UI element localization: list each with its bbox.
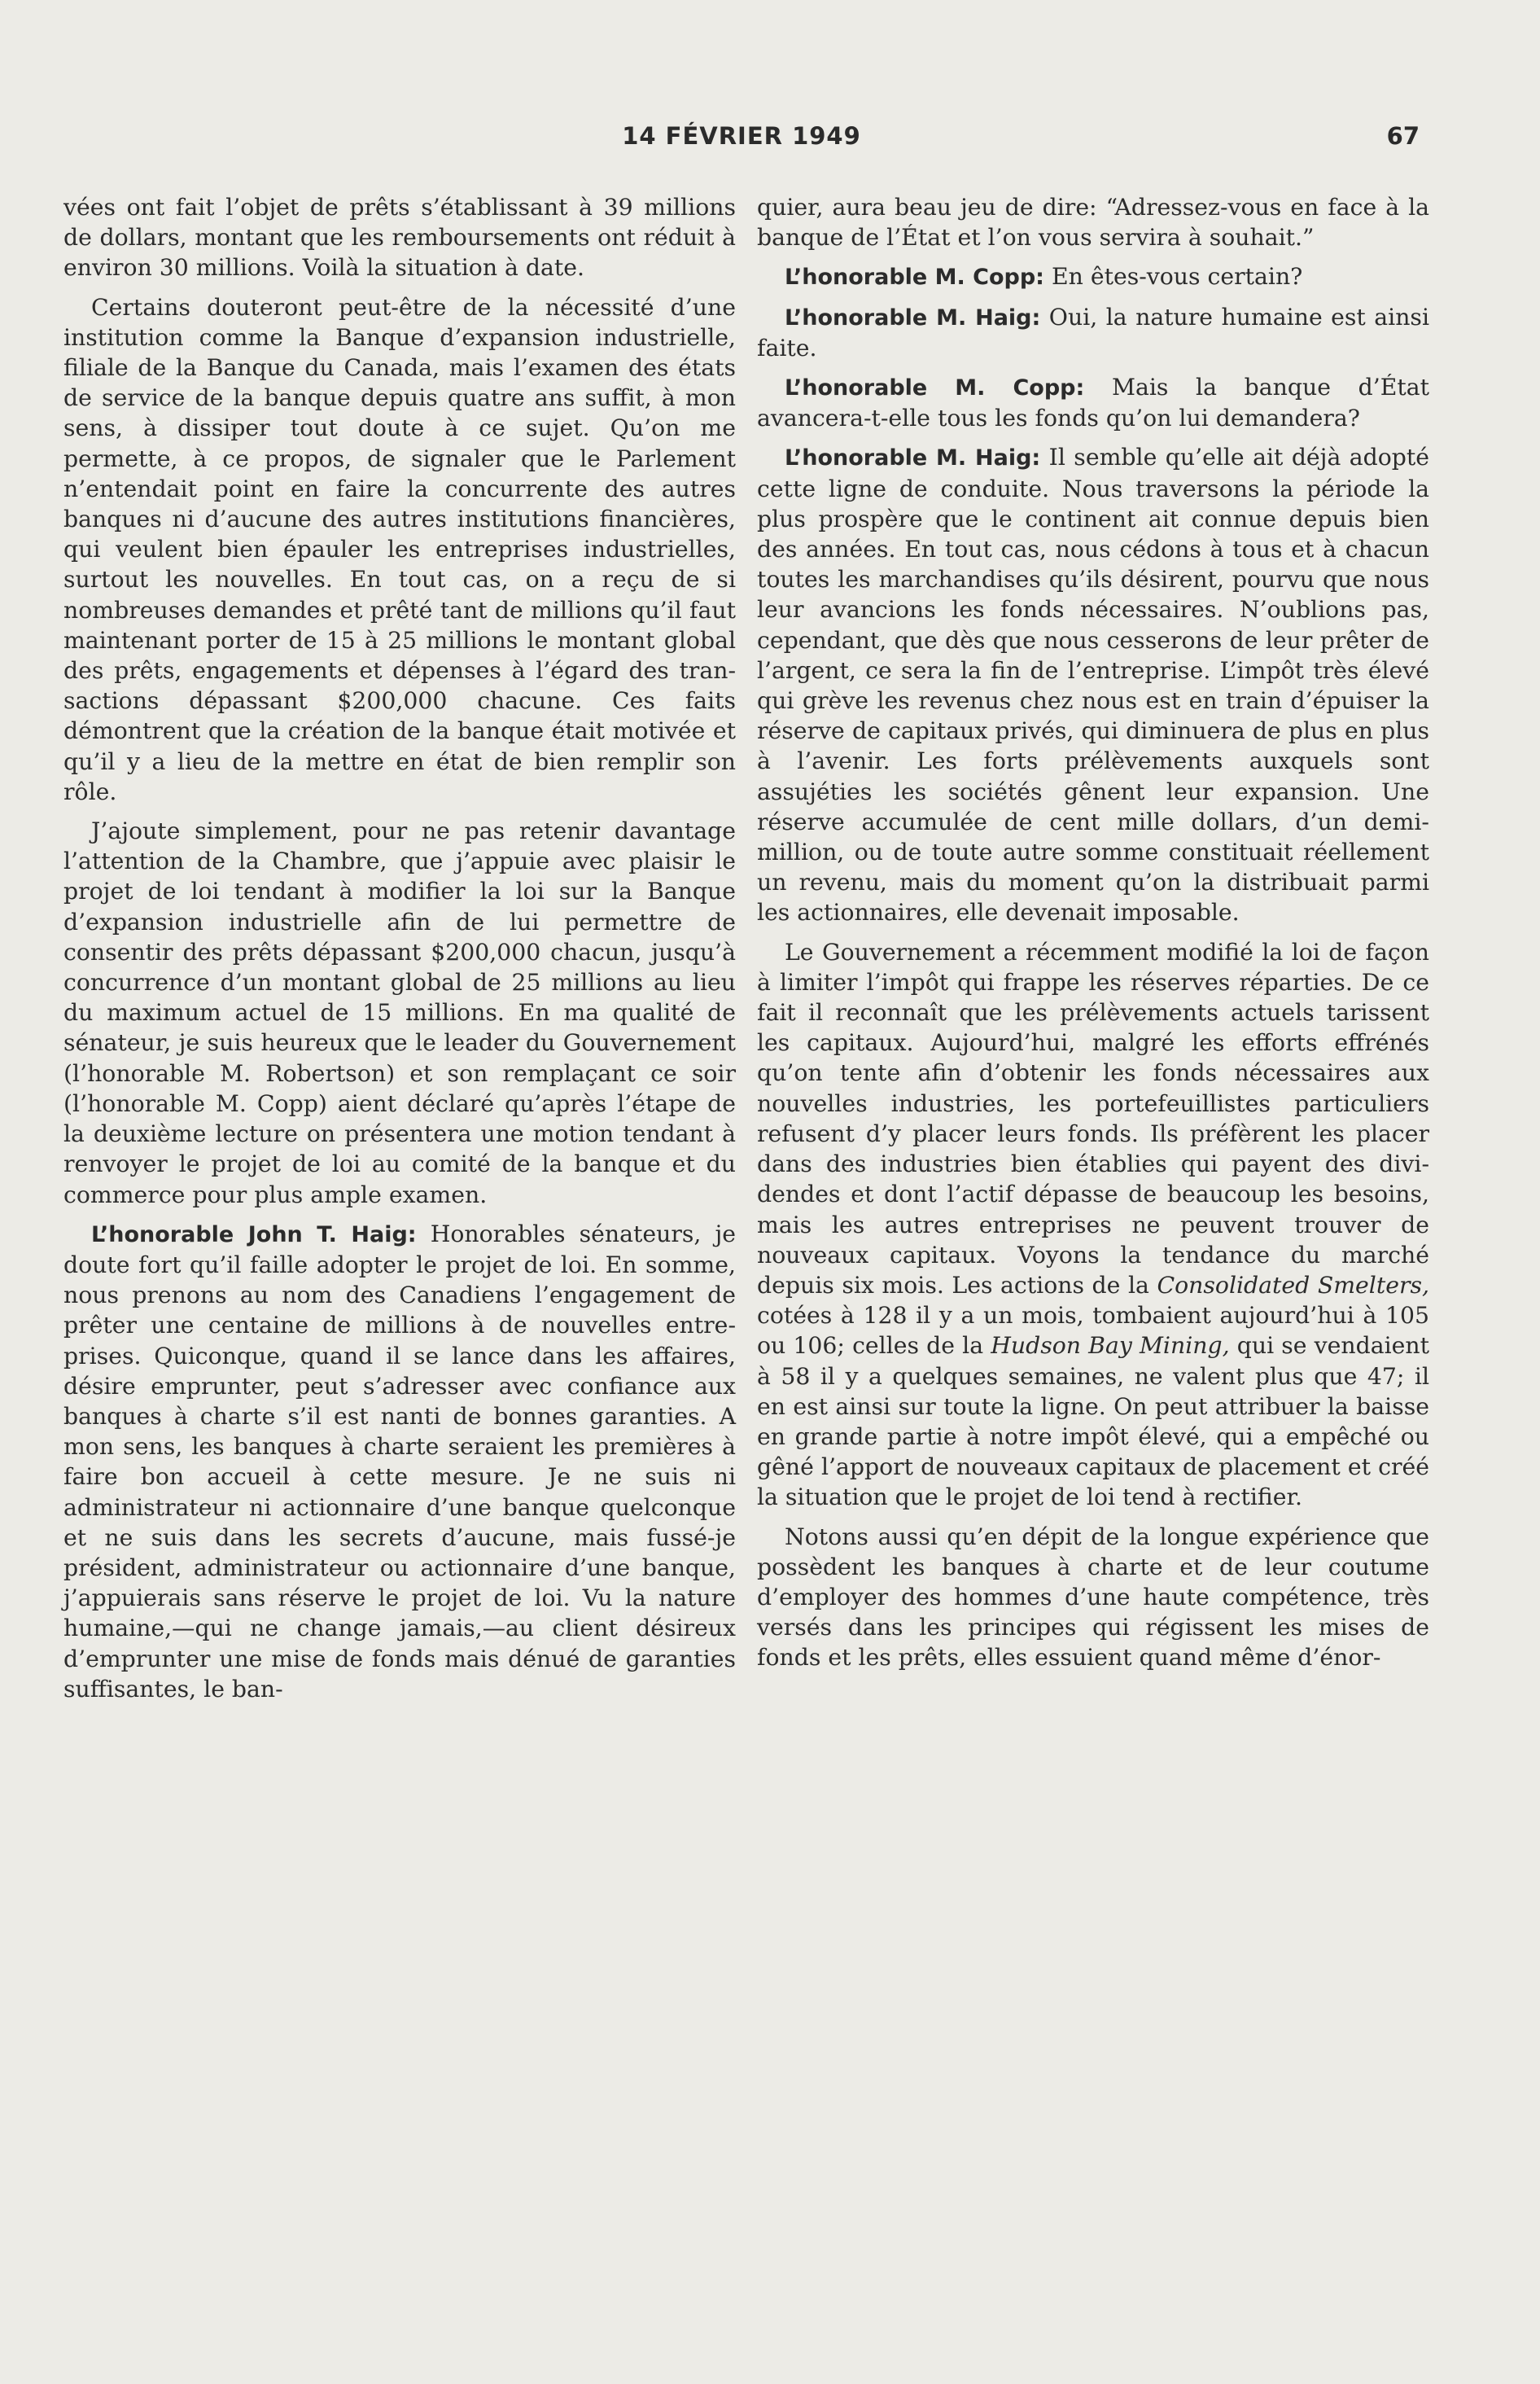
- paragraph: Notons aussi qu’en dépit de la longue expérience que possèdent les banques à charte et de leur coutume d’employer des hommes d’une haute compétence, très versés dans les principes qui régissent les mises de fonds et les prêts, elles essuient quand même d’énor-: [757, 1523, 1429, 1672]
- paragraph: [63, 1219, 736, 1704]
- company-name: Hudson Bay Mining,: [991, 1332, 1230, 1360]
- paragraph: [757, 937, 1429, 1513]
- paragraph: quier, aura beau jeu de dire: “Adressez-vous en face à la banque de l’État et l’on vous servira à souhait.”: [757, 194, 1429, 252]
- speaker-name: L’honorable M. Haig:: [785, 305, 1041, 331]
- left-column: [63, 192, 736, 1713]
- speech-text: En êtes-vous certain?: [1043, 263, 1303, 291]
- right-column: [757, 192, 1429, 1682]
- speech-text: Honorables sénateurs, je doute fort qu’il faille adopter le projet de loi. En somme, nous prenons au nom des Canadiens l’engagement de prêter une centaine de millions à de nouvelles entreprises. Quiconque, quand il se lance dans les affaires, désire emprunter, peut s’adresser avec confiance aux banques à charte s’il est nanti de bonnes garanties. A mon sens, les banques à charte seraient les premières à faire bon accueil à cette mesure. Je ne suis ni administrateur ni actionnaire d’une banque quelconque et ne suis dans les secrets d’aucune, mais fussé-je président, administrateur ou actionnaire d’une banque, j’appuierais sans réserve le projet de loi. Vu la nature humaine,—qui ne change jamais,—au client désireux d’emprunter une mise de fonds mais dénué de garanties suffisantes, le ban-: [63, 1220, 736, 1703]
- speech-text: Il semble qu’elle ait déjà adopté cette ligne de conduite. Nous traversons la période la plus prospère que le continent ait connue depuis bien des années. En tout cas, nous cédons à tous et à chacun toutes les marchandises qu’ils désirent, pourvu que nous leur avancions les fonds nécessaires. N’oublions pas, cependant, que dès que nous cesserons de leur prêter de l’argent, ce sera la fin de l’entreprise. L’impôt très élevé qui grève les revenus chez nous est en train d’épuiser la réserve de capitaux privés, qui diminuera de plus en plus à l’avenir. Les forts prélèvements auxquels sont assujéties les sociétés gênent leur expansion. Une réserve accumulée de cent mille dollars, d’un demi-million, ou de toute autre somme constituait réellement un revenu, mais du moment qu’on la distribuait parmi les actionnaires, elle devenait imposable.: [757, 444, 1429, 927]
- company-name: Consolidated Smelters,: [1157, 1271, 1429, 1299]
- speech-text: Mais la banque d’État avancera-t-elle tous les fonds qu’on lui demandera?: [757, 374, 1429, 432]
- paragraph-text: Le Gouvernement a récemment modifié la loi de façon à limiter l’impôt qui frappe les réserves réparties. De ce fait il reconnaît que les prélèvements actuels tarissent les capitaux. Aujourd’hui, malgré les efforts effrénés qu’on tente afin d’obtenir les fonds nécessaires aux nouvelles industries, les portefeuillistes particuliers refusent d’y placer leurs fonds. Ils préfèrent les placer dans des industries bien établies qui payent des dividendes et dont l’actif dépasse de beaucoup les besoins, mais les autres entreprises ne peuvent trouver de nouveaux capitaux. Voyons la tendance du marché depuis six mois. Les actions de la: [757, 938, 1429, 1299]
- paragraph: J’ajoute simplement, pour ne pas retenir davantage l’attention de la Chambre, que j’appuie avec plaisir le projet de loi tendant à modifier la loi sur la Banque d’expansion industrielle afin de lui permettre de consentir des prêts dépassant $200,000 chacun, jusqu’à concurrence d’un montant global de 25 millions au lieu du maximum actuel de 15 millions. En ma qualité de sénateur, je suis heureux que le leader du Gouvernement (l’honorable M. Robertson) et son remplaçant ce soir (l’honorable M. Copp) aient déclaré qu’après l’étape de la deuxième lecture on présentera une motion tendant à renvoyer le projet de loi au comité de la banque et du commerce pour plus ample examen.: [63, 817, 736, 1208]
- header-date: 14 FÉVRIER 1949: [622, 122, 861, 150]
- paragraph-text: qui se vendaient à 58 il y a quelques semaines, ne valent plus que 47; il en est ainsi sur toute la ligne. On peut attribuer la baisse en grande partie à notre impôt élevé, qui a empêché ou gêné l’apport de nouveaux capitaux de placement et créé la situation que le projet de loi tend à rectifier.: [757, 1332, 1429, 1511]
- speaker-name: L’honorable John T. Haig:: [91, 1221, 417, 1247]
- speech-text: Oui, la nature humaine est ainsi faite.: [757, 303, 1429, 362]
- speaker-name: L’honorable M. Copp:: [785, 265, 1044, 291]
- page-number: 67: [1386, 122, 1420, 150]
- speaker-name: L’honorable M. Copp:: [785, 375, 1085, 401]
- paragraph: [757, 442, 1429, 927]
- paragraph: Certains douteront peut-être de la nécessité d’une institution comme la Banque d’expansion industrielle, filiale de la Banque du Canada, mais l’examen des états de service de la banque depuis quatre ans suffit, à mon sens, à dissiper tout doute à ce sujet. Qu’on me permette, à ce propos, de signaler que le Parlement n’entendait point en faire la concurrente des autres banques ni d’aucune des autres institutions financières, qui veulent bien épauler les entreprises industrielles, surtout les nouvelles. En tout cas, on a reçu de si nombreuses demandes et prêté tant de millions qu’il faut maintenant porter de 15 à 25 millions le montant global des prêts, engagements et dépenses à l’égard des transactions dépassant $200,000 chacune. Ces faits démontrent que la création de la banque était motivée et qu’il y a lieu de la mettre en état de bien remplir son rôle.: [63, 293, 736, 805]
- speaker-name: L’honorable M. Haig:: [785, 445, 1041, 471]
- paragraph: [757, 302, 1429, 363]
- paragraph: vées ont fait l’objet de prêts s’établissant à 39 millions de dollars, montant que les remboursements ont réduit à environ 30 millions. Voilà la situation à date.: [63, 194, 736, 282]
- paragraph: [757, 372, 1429, 433]
- paragraph-text: cotées à 128 il y a un mois, tombaient aujourd’hui à 105 ou 106; celles de la: [757, 1302, 1429, 1360]
- page-header: [63, 122, 1420, 163]
- paragraph: [757, 261, 1429, 292]
